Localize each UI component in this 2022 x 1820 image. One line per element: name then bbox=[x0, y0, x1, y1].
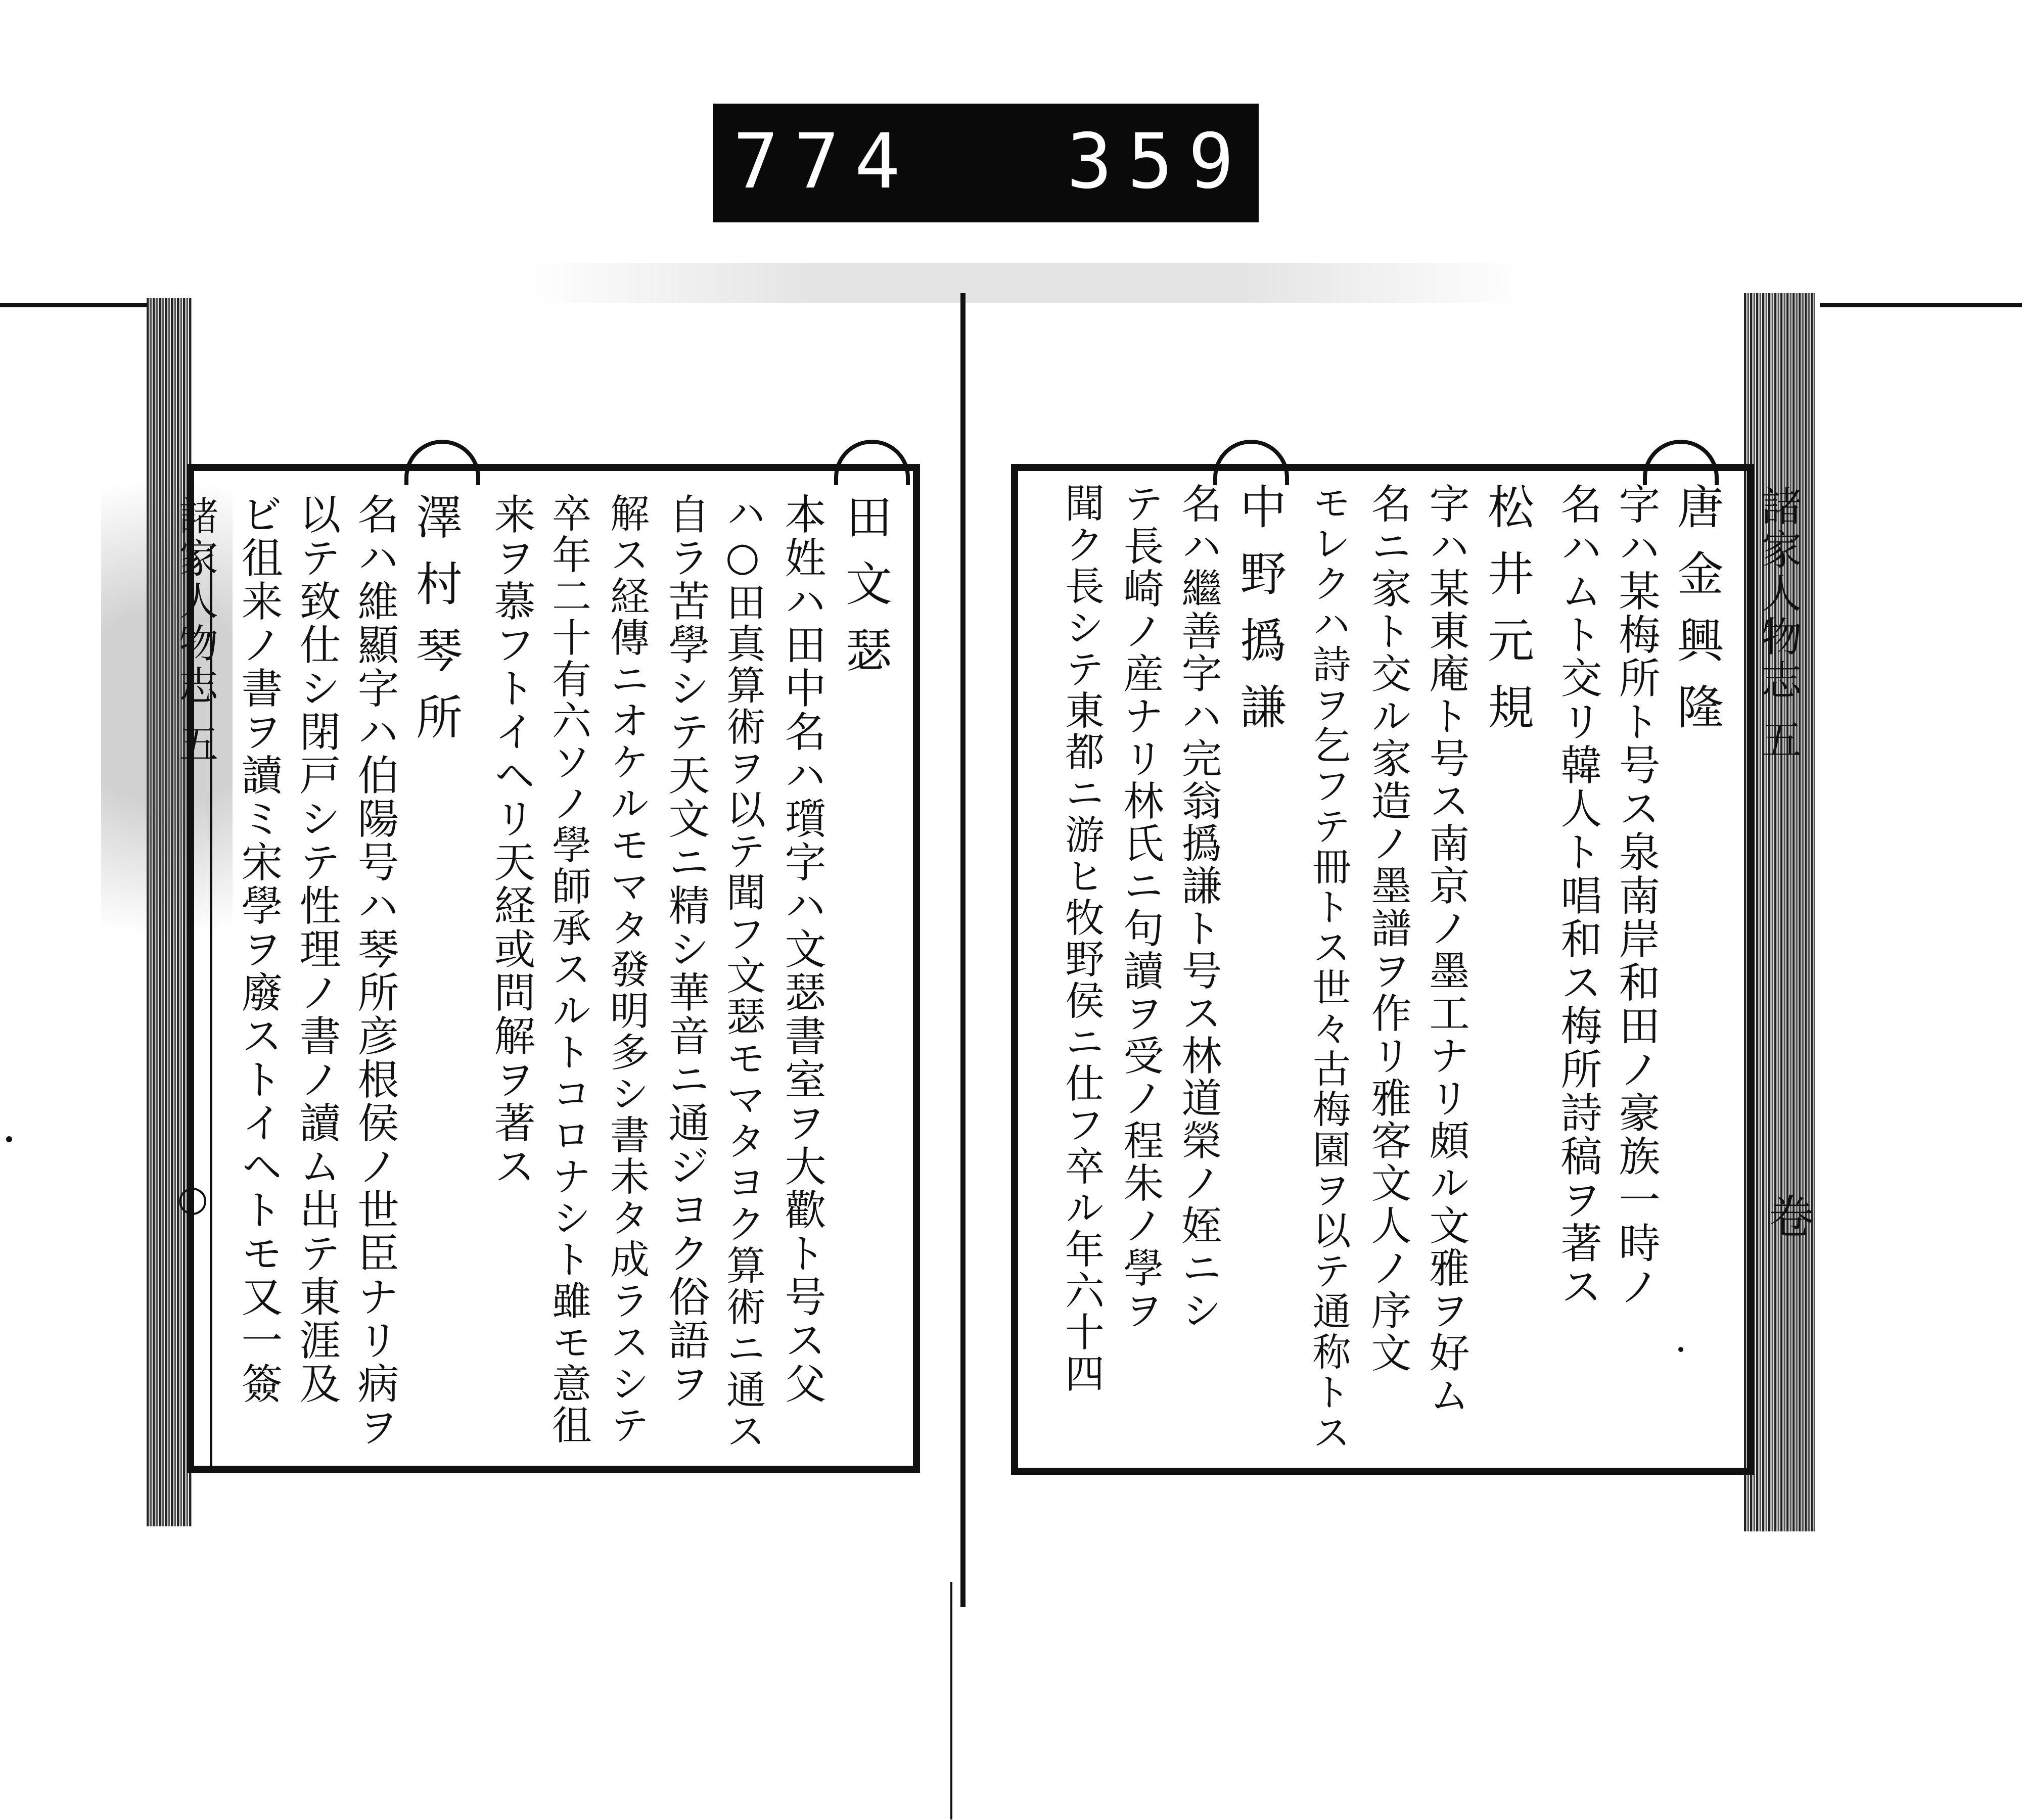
text-column: モレクハ詩ヲ乞フテ冊トス世々古梅園ヲ以テ通称トス bbox=[1306, 483, 1351, 1453]
text-column: 名ニ家ト交ル家造ノ墨譜ヲ作リ雅客文人ノ序文 bbox=[1364, 483, 1411, 1374]
entry-title-nakano-kiken: 中野撝謙 bbox=[1232, 483, 1286, 750]
center-gutter bbox=[960, 293, 966, 1607]
text-column: ハ○田真算術ヲ以テ聞フ文瑟モマタヨク算術ニ通ス bbox=[720, 493, 765, 1452]
text-column: 本姓ハ田中名ハ瓆字ハ文瑟書室ヲ大歡ト号ス父 bbox=[778, 493, 826, 1406]
right-spine-marker: 卷 bbox=[1761, 1193, 1814, 1241]
entry-title-den-bunshitsu: 田文瑟 bbox=[838, 493, 892, 693]
text-column: 字ハ某梅所ト号ス泉南岸和田ノ豪族一時ノ bbox=[1612, 483, 1660, 1309]
catalog-label bbox=[713, 104, 1310, 222]
text-column: 名ハムト交リ韓人ト唱和ス梅所詩稿ヲ著ス bbox=[1554, 483, 1602, 1309]
stray-dot bbox=[6, 1136, 12, 1142]
page-top-speckle bbox=[192, 263, 1860, 303]
gutter-crease bbox=[950, 1582, 952, 1819]
text-column: 解ス経傳ニオケルモマタ發明多シ書未タ成ラスシテ bbox=[604, 493, 649, 1446]
stray-dot bbox=[1678, 1347, 1683, 1352]
text-column: 以テ致仕シ閉戸シテ性理ノ書ノ讀ム出テ東涯及 bbox=[293, 493, 341, 1406]
entry-title-sawamura-kinsho: 澤村琴所 bbox=[408, 493, 463, 760]
text-column: 自ラ苦學シテ天文ニ精シ華音ニ通ジヨク俗語ヲ bbox=[662, 493, 710, 1406]
entry-title-karakane-kouryu: 唐金興隆 bbox=[1670, 483, 1724, 750]
left-spine-marker: ○ bbox=[172, 1178, 213, 1222]
left-spine-title: 諸家人物志 五 bbox=[172, 495, 218, 766]
entry-title-matsui-genki: 松井元規 bbox=[1480, 483, 1534, 750]
text-column: テ長崎ノ産ナリ林氏ニ句讀ヲ受ノ程朱ノ學ヲ bbox=[1117, 483, 1164, 1332]
text-column: 字ハ某東庵ト号ス南京ノ墨工ナリ頗ル文雅ヲ好ム bbox=[1422, 483, 1469, 1417]
text-column: 来ヲ慕フトイヘリ天経或問解ヲ著ス bbox=[487, 493, 535, 1188]
text-column: 聞ク長シテ東都ニ游ヒ牧野侯ニ仕フ卒ル年六十四 bbox=[1059, 483, 1104, 1394]
right-spine-title: 諸家人物志 五 bbox=[1755, 485, 1802, 762]
top-rule-left bbox=[0, 303, 167, 307]
right-page-edge bbox=[1744, 293, 1815, 1531]
catalog-number-right: 359. bbox=[1067, 118, 1310, 206]
text-column: 名ハ維顯字ハ伯陽号ハ琴所彦根侯ノ世臣ナリ病ヲ bbox=[351, 493, 399, 1449]
text-column: ビ徂来ノ書ヲ讀ミ宋學ヲ廢ストイヘトモ又一簽 bbox=[235, 493, 283, 1406]
catalog-number-left: 774 bbox=[733, 118, 915, 206]
top-rule-right bbox=[1820, 303, 2022, 307]
text-column: 名ハ繼善字ハ完翁撝謙ト号ス林道榮ノ姪ニシ bbox=[1175, 483, 1222, 1332]
text-column: 卒年二十有六ソノ學師承スルトコロナシト雖モ意徂 bbox=[545, 493, 591, 1446]
